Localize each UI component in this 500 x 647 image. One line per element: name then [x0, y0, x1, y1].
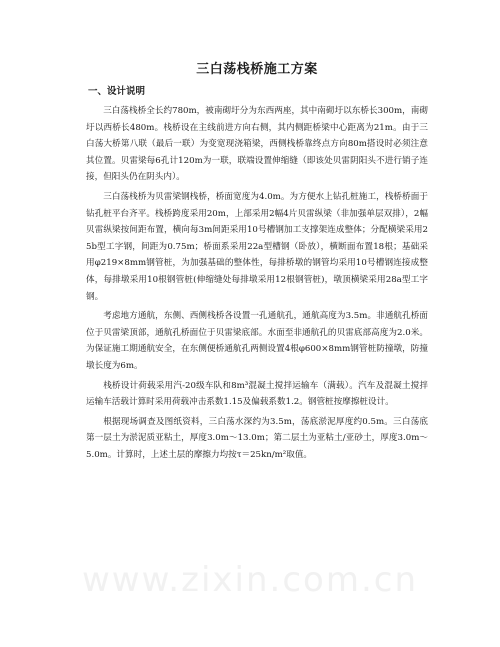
paragraph-design-load: 栈桥设计荷载采用汽-20级车队和8m³混凝土搅拌运输车（满载）。汽车及混凝土搅拌运输车活载计算时采用荷载冲击系数1.15及偏载系数1.2。钢管桩按摩擦桩设计。 [86, 380, 428, 408]
document-title: 三白荡栈桥施工方案 [196, 62, 318, 77]
paragraph-soil-conditions: 根据现场调查及图纸资料，三白荡水深约为3.5m，荡底淤泥厚度约0.5m。三白荡底第一层土为淤泥质亚粘土，厚度3.0m～13.0m；第二层土为亚粘土/亚砂土，厚度3.0m～5.0m。计算时，上述土层的摩擦力均按τ＝25kn/m²取值。 [86, 416, 428, 460]
paragraph-navigation: 考虑地方通航，东侧、西侧栈桥各设置一孔通航孔，通航高度为3.5m。非通航孔桥面位于贝雷梁顶部，通航孔桥面位于贝雷梁底部。水面至非通航孔的贝雷底部高度为2.0米。为保证施工期通航安全，在东侧便桥通航孔两侧设置4根φ600×8mm钢管桩防撞墩，防撞墩长度为6m。 [86, 311, 428, 371]
section-heading: 一、设计说明 [88, 86, 146, 97]
watermark: www.zixin.com.cn [82, 560, 418, 600]
paragraph-structure: 三白荡栈桥为贝雷梁钢栈桥，桥面宽度为4.0m。为方便水上钻孔桩施工，栈桥桥面于钻孔桩平台齐平。栈桥跨度采用20m，上部采用2幅4片贝雷纵梁（非加强单层双排），2幅贝雷纵梁按间距布置，横向每3m间距采用10号槽钢加工支撑架连成整体；分配横梁采用25b型工字钢，间距为0.75m；桥面系采用22a型槽钢（卧放），横断面布置18根；基础采用φ219×8mm钢管桩，为加强基础的整体性，每排桥墩的钢管均采用10号槽钢连接成整体，每排墩采用10根钢管桩(伸缩缝处每排墩采用12根钢管桩)，墩顶横梁采用28a型工字钢。 [86, 191, 428, 302]
paragraph-length-layout: 三白荡栈桥全长约780m，被南砌圩分为东西两座，其中南砌圩以东桥长300m，南砌圩以西桥长480m。栈桥设在主线前进方向右侧，其内侧距桥梁中心距离为21m。由于三白荡大桥第八联（最后一联）为变宽现浇箱梁，西侧栈桥靠终点方向80m搭设时必须注意其位置。贝雷梁每6孔计120m为一联，联端设置伸缩缝（即该处贝雷阴阳头不进行销子连接，但阳头仍在阴头内）。 [86, 106, 428, 183]
